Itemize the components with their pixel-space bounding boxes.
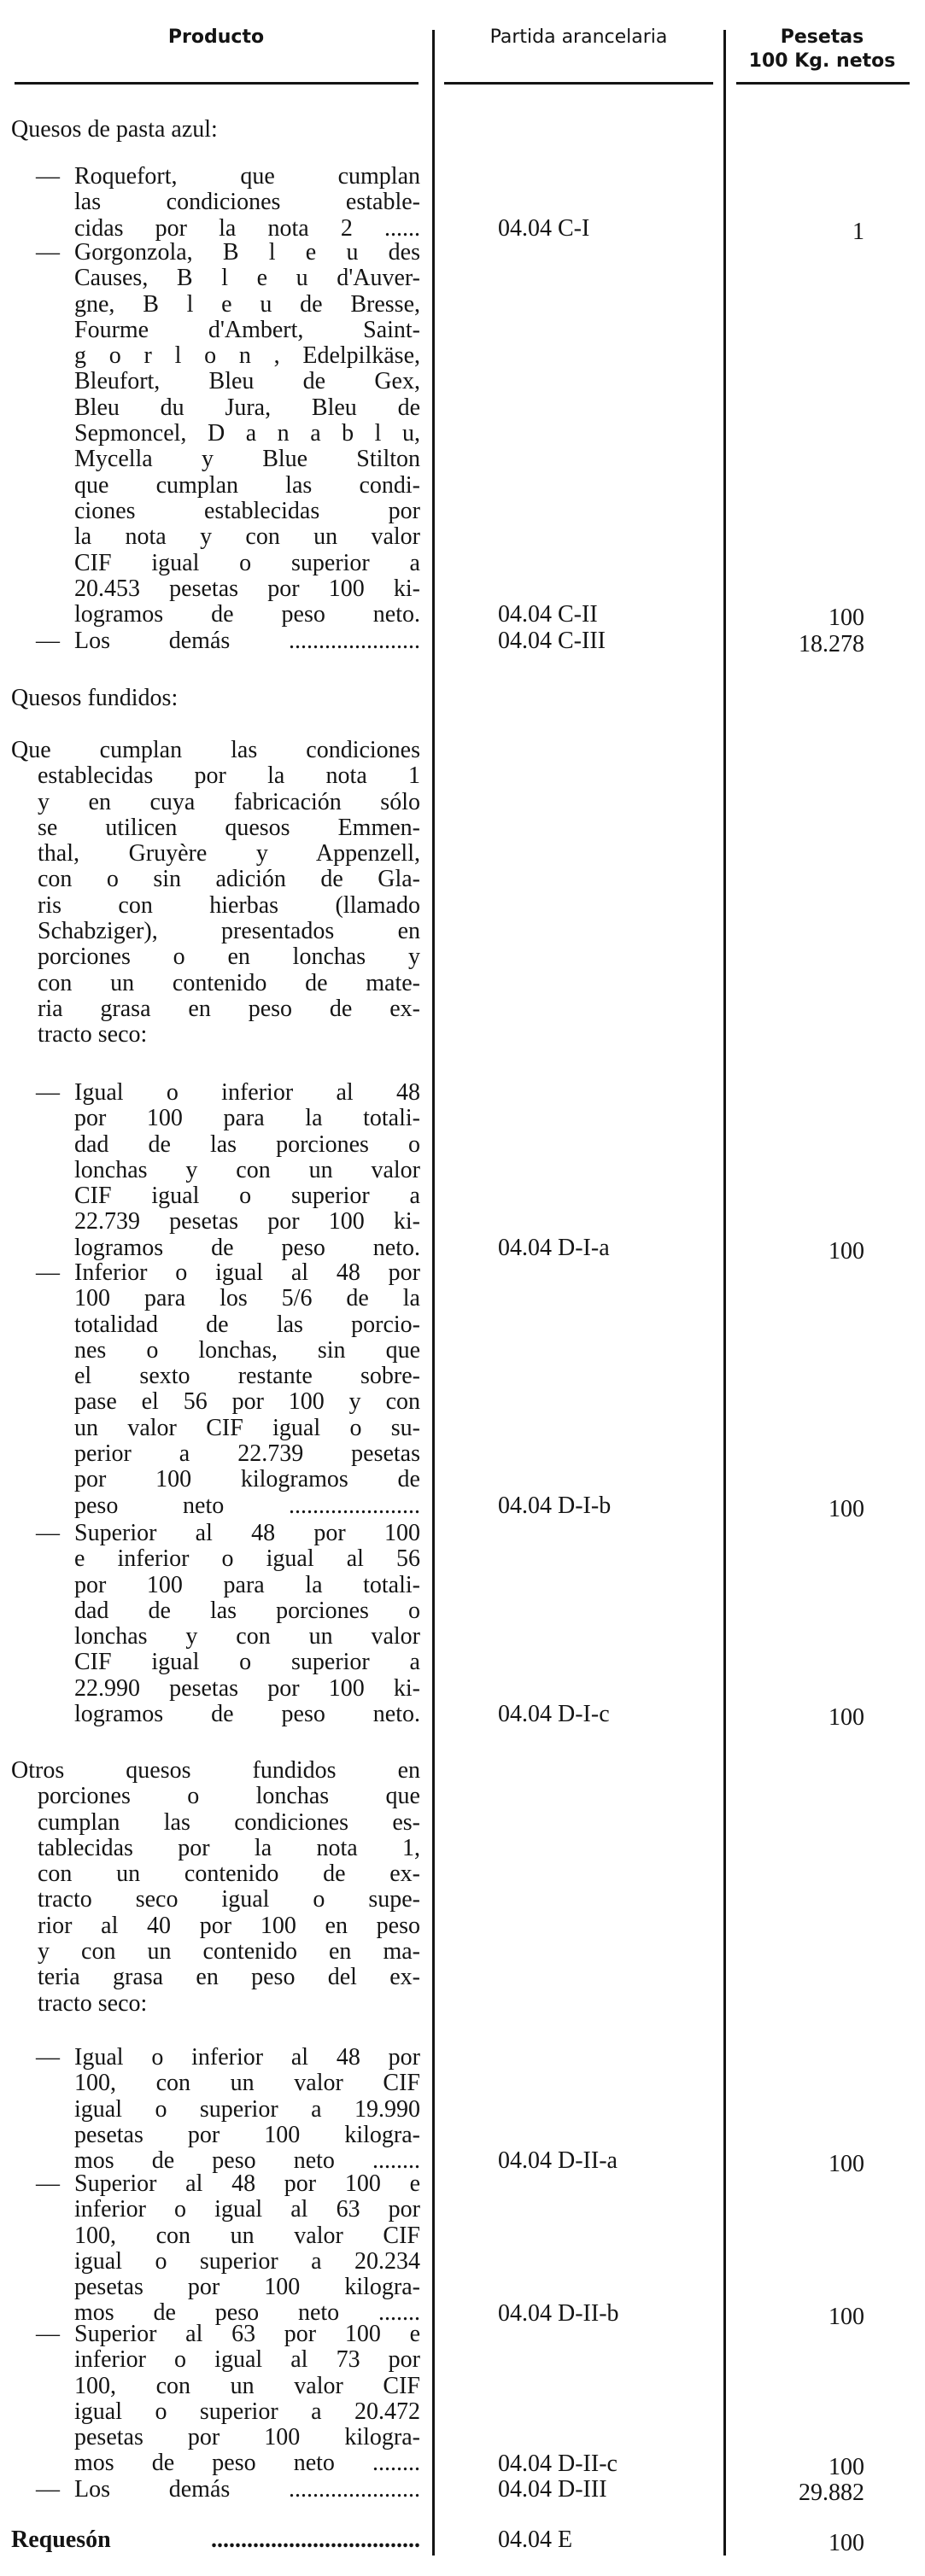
tariff-code: 04.04 D-II-c: [498, 2450, 618, 2477]
product-text-line: Bleu du Jura, Bleu de: [74, 394, 420, 421]
pesetas-value: 100: [828, 1495, 864, 1522]
pesetas-value: 29.882: [799, 2480, 864, 2506]
table-row-para: [11, 1758, 420, 2017]
product-text-line: las condiciones estable-: [74, 189, 420, 216]
product-text-line: e inferior o igual al 56: [74, 1545, 420, 1573]
pesetas-value: 100: [828, 2453, 864, 2480]
product-text-line: Inferior o igual al 48 por: [74, 1259, 420, 1286]
pesetas-value: 100: [828, 1704, 864, 1732]
product-text-line: con un contenido de ex-: [38, 1860, 420, 1888]
product-text-line: pesetas por 100 kilogra-: [74, 2424, 420, 2451]
product-text-line: y con un contenido en ma-: [38, 1938, 420, 1966]
pesetas-value: 100: [828, 605, 864, 632]
product-text-line: tracto seco igual o supe-: [38, 1886, 420, 1913]
product-text-line: Superior al 48 por 100: [74, 1520, 420, 1546]
header-rule-partida: [444, 82, 713, 85]
product-text-line: thal, Gruyère y Appenzell,: [38, 840, 420, 867]
product-text-line: ria grasa en peso de ex-: [38, 995, 420, 1022]
dash-bullet: —: [36, 1079, 60, 1106]
product-text-line: inferior o igual al 73 por: [74, 2346, 420, 2374]
product-text-line: tablecidas por la nota 1,: [38, 1834, 420, 1861]
table-row-item: [36, 2321, 420, 2477]
product-text-line: ris con hierbas (llamado: [38, 891, 420, 919]
tariff-code: 04.04 C-I: [498, 214, 590, 242]
product-text-line: 22.990 pesetas por 100 ki-: [74, 1674, 420, 1702]
column-divider-1: [432, 30, 435, 2556]
product-text-line: peso neto ......................: [74, 1492, 420, 1519]
product-text-line: logramos de peso neto.: [74, 1701, 420, 1728]
table-row-item: [36, 239, 420, 628]
product-text-line: CIF igual o superior a: [74, 1649, 420, 1676]
product-text-line: pase el 56 por 100 y con: [74, 1388, 420, 1416]
product-text-line: Los demás ......................: [74, 628, 420, 654]
product-text-line: igual o superior a 20.234: [74, 2247, 420, 2275]
tariff-code: 04.04 C-II: [498, 601, 598, 628]
tariff-code: 04.04 C-III: [498, 628, 606, 654]
product-text-line: tracto seco:: [38, 1021, 148, 1049]
product-text-line: Fourme d'Ambert, Saint-: [74, 316, 420, 343]
product-text-line: por 100 para la totali-: [74, 1571, 420, 1598]
column-header-pesetas: [730, 26, 914, 73]
product-text-line: Bleufort, Bleu de Gex,: [74, 368, 420, 395]
dash-bullet: —: [36, 2476, 60, 2503]
product-text-line: tracto seco:: [38, 1989, 148, 2017]
column-divider-2: [723, 30, 726, 2556]
dash-bullet: —: [36, 628, 60, 654]
product-text-line: igual o superior a 20.472: [74, 2398, 420, 2425]
product-text-line: teria grasa en peso del ex-: [38, 1964, 420, 1991]
product-text-line: Igual o inferior al 48 por: [74, 2044, 420, 2071]
product-text-line: dad de las porciones o: [74, 1597, 420, 1624]
tariff-code: 04.04 D-I-c: [498, 1701, 610, 1728]
dash-bullet: —: [36, 163, 60, 190]
product-text-line: 100 para los 5/6 de la: [74, 1285, 420, 1312]
product-text-line: se utilicen quesos Emmen-: [38, 814, 420, 841]
product-text-line: un valor CIF igual o su-: [74, 1414, 420, 1441]
product-text-line: la nota y con un valor: [74, 523, 420, 551]
product-text-line: dad de las porciones o: [74, 1130, 420, 1158]
product-text-line: porciones o lonchas que: [38, 1783, 420, 1810]
product-text-line: pesetas por 100 kilogra-: [74, 2274, 420, 2301]
pesetas-value: 100: [828, 2530, 864, 2556]
product-text-line: mos de peso neto .......: [74, 2299, 420, 2327]
product-text-line: que cumplan las condi-: [74, 471, 420, 499]
column-header-partida: Partida arancelaria: [489, 26, 668, 48]
table-row-para: [11, 738, 420, 1049]
product-text-line: Superior al 63 por 100 e: [74, 2321, 420, 2347]
product-text-line: con un contenido de mate-: [38, 969, 420, 996]
product-text-line: ciones establecidas por: [74, 497, 420, 524]
pesetas-value: 100: [828, 2303, 864, 2330]
pesetas-value: 18.278: [799, 631, 864, 657]
product-text-line: 100, con un valor CIF: [74, 2372, 420, 2399]
product-text-line: por 100 kilogramos de: [74, 1466, 420, 1493]
tariff-code: 04.04 D-I-b: [498, 1492, 612, 1519]
product-text-line: gne, B l e u de Bresse,: [74, 290, 420, 318]
product-text-line: mos de peso neto ........: [74, 2147, 420, 2175]
product-text-line: Los demás ......................: [74, 2476, 420, 2503]
product-text-line: Roquefort, que cumplan: [74, 163, 420, 190]
table-row-item: [36, 2476, 420, 2503]
dash-bullet: —: [36, 2321, 60, 2347]
header-rule-producto: [15, 82, 419, 85]
table-row-item: [36, 1520, 420, 1728]
product-text-line: 100, con un valor CIF: [74, 2070, 420, 2097]
tariff-code: 04.04 E: [498, 2526, 573, 2553]
table-row-item: [36, 2170, 420, 2327]
table-row-heading: [11, 686, 420, 711]
pesetas-value: 1: [852, 218, 864, 245]
product-text-line: pesetas por 100 kilogra-: [74, 2121, 420, 2148]
table-row-item: [36, 628, 420, 654]
product-text-line: Gorgonzola, B l e u des: [74, 239, 420, 266]
product-text-line: CIF igual o superior a: [74, 1183, 420, 1210]
product-text-line: y en cuya fabricación sólo: [38, 788, 420, 815]
pesetas-value: 100: [828, 2151, 864, 2178]
pesetas-label: Pesetas: [780, 26, 864, 48]
product-text-line: Mycella y Blue Stilton: [74, 446, 420, 473]
pesetas-unit-label: 100 Kg. netos: [748, 50, 896, 72]
product-text-line: totalidad de las porcio-: [74, 1311, 420, 1338]
product-text-line: 100, con un valor CIF: [74, 2222, 420, 2249]
product-text-line: cidas por la nota 2 ......: [74, 214, 420, 242]
table-row-item: [36, 2044, 420, 2175]
product-text-line: logramos de peso neto.: [74, 601, 420, 628]
product-text-line: cumplan las condiciones es-: [38, 1808, 420, 1836]
dash-bullet: —: [36, 2170, 60, 2197]
product-text-line: perior a 22.739 pesetas: [74, 1440, 420, 1468]
product-text-line: lonchas y con un valor: [74, 1156, 420, 1183]
product-text-line: Otros quesos fundidos en: [11, 1757, 420, 1784]
product-text-line: con o sin adición de Gla-: [38, 866, 420, 893]
table-row-heading: [11, 2527, 420, 2553]
dash-bullet: —: [36, 1259, 60, 1286]
table-row-item: [36, 1259, 420, 1519]
tariff-code: 04.04 D-II-b: [498, 2299, 619, 2327]
product-text-line: lonchas y con un valor: [74, 1623, 420, 1650]
product-text-line: Igual o inferior al 48: [74, 1079, 420, 1106]
product-text-line: inferior o igual al 63 por: [74, 2196, 420, 2223]
product-text-line: Quesos fundidos:: [11, 685, 179, 711]
product-text-line: porciones o en lonchas y: [38, 943, 420, 971]
product-text-line: Quesos de pasta azul:: [11, 116, 218, 143]
table-row-item: [36, 1079, 420, 1261]
product-text-line: por 100 para la totali-: [74, 1105, 420, 1132]
product-text-line: el sexto restante sobre-: [74, 1363, 420, 1390]
product-text-line: logramos de peso neto.: [74, 1234, 420, 1261]
product-text-line: Causes, B l e u d'Auver-: [74, 265, 420, 292]
product-text-line: nes o lonchas, sin que: [74, 1336, 420, 1364]
product-text-line: Superior al 48 por 100 e: [74, 2170, 420, 2197]
header-rule-pesetas: [736, 82, 910, 85]
dash-bullet: —: [36, 239, 60, 266]
tariff-code: 04.04 D-III: [498, 2476, 607, 2503]
product-text-line: 20.453 pesetas por 100 ki-: [74, 575, 420, 602]
product-text-line: Que cumplan las condiciones: [11, 737, 420, 763]
pesetas-value: 100: [828, 1237, 864, 1265]
product-text-line: igual o superior a 19.990: [74, 2095, 420, 2123]
product-text-line: rior al 40 por 100 en peso: [38, 1912, 420, 1939]
product-text-line: mos de peso neto ........: [74, 2450, 420, 2477]
product-text-line: 22.739 pesetas por 100 ki-: [74, 1208, 420, 1235]
product-text-line: g o r l o n , Edelpilkäse,: [74, 342, 420, 370]
product-text-line: CIF igual o superior a: [74, 549, 420, 576]
dash-bullet: —: [36, 1520, 60, 1546]
table-row-heading: [11, 117, 420, 143]
tariff-code: 04.04 D-II-a: [498, 2147, 618, 2175]
dash-bullet: —: [36, 2044, 60, 2071]
product-text-line: Sepmoncel, D a n a b l u,: [74, 420, 420, 447]
product-text-line: Requesón ...................................: [11, 2526, 420, 2553]
column-header-producto: Producto: [167, 26, 265, 48]
table-row-item: [36, 163, 420, 242]
product-text-line: Schabziger), presentados en: [38, 918, 420, 945]
product-text-line: establecidas por la nota 1: [38, 762, 420, 790]
tariff-code: 04.04 D-I-a: [498, 1234, 610, 1261]
